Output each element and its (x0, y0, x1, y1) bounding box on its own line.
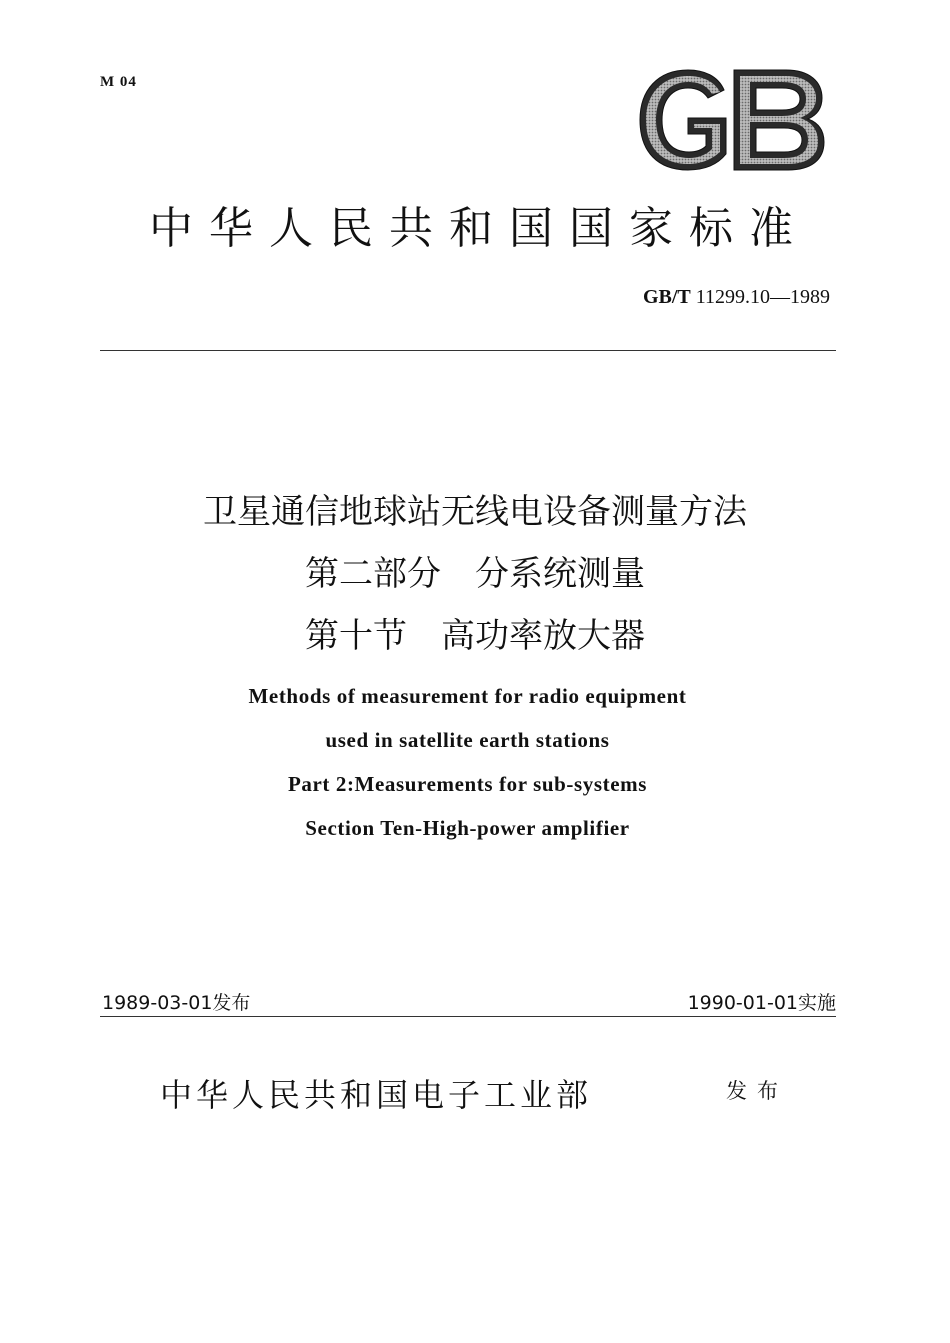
english-title-line-4: Section Ten-High-power amplifier (305, 816, 630, 840)
top-divider (100, 350, 836, 351)
issuing-authority: 中华人民共和国电子工业部 (160, 1076, 593, 1114)
chinese-title-line-3: 第十节 高功率放大器 (305, 616, 645, 656)
logo-text: GB (731, 128, 733, 129)
standard-code: 11299.10—1989 (695, 286, 830, 308)
gb-logo (636, 68, 826, 172)
chinese-title-line-2: 第二部分 分系统测量 (305, 554, 645, 594)
english-title-line-2: used in satellite earth stations (325, 728, 610, 752)
classification-code: M 04 (100, 74, 137, 90)
english-title-line-1: Methods of measurement for radio equipment (248, 684, 687, 708)
national-standard-title: 中华人民共和国国家标准 (149, 203, 809, 254)
issue-date: 1989-03-01发布 (102, 992, 251, 1014)
issue-action: 发布 (726, 1079, 788, 1103)
implementation-date: 1990-01-01实施 (687, 992, 836, 1014)
bottom-divider (100, 1016, 836, 1017)
chinese-title-line-1: 卫星通信地球站无线电设备测量方法 (203, 492, 747, 532)
english-title-line-3: Part 2:Measurements for sub-systems (287, 772, 648, 796)
standard-number (643, 286, 830, 309)
standard-prefix: GB/T (642, 286, 691, 308)
